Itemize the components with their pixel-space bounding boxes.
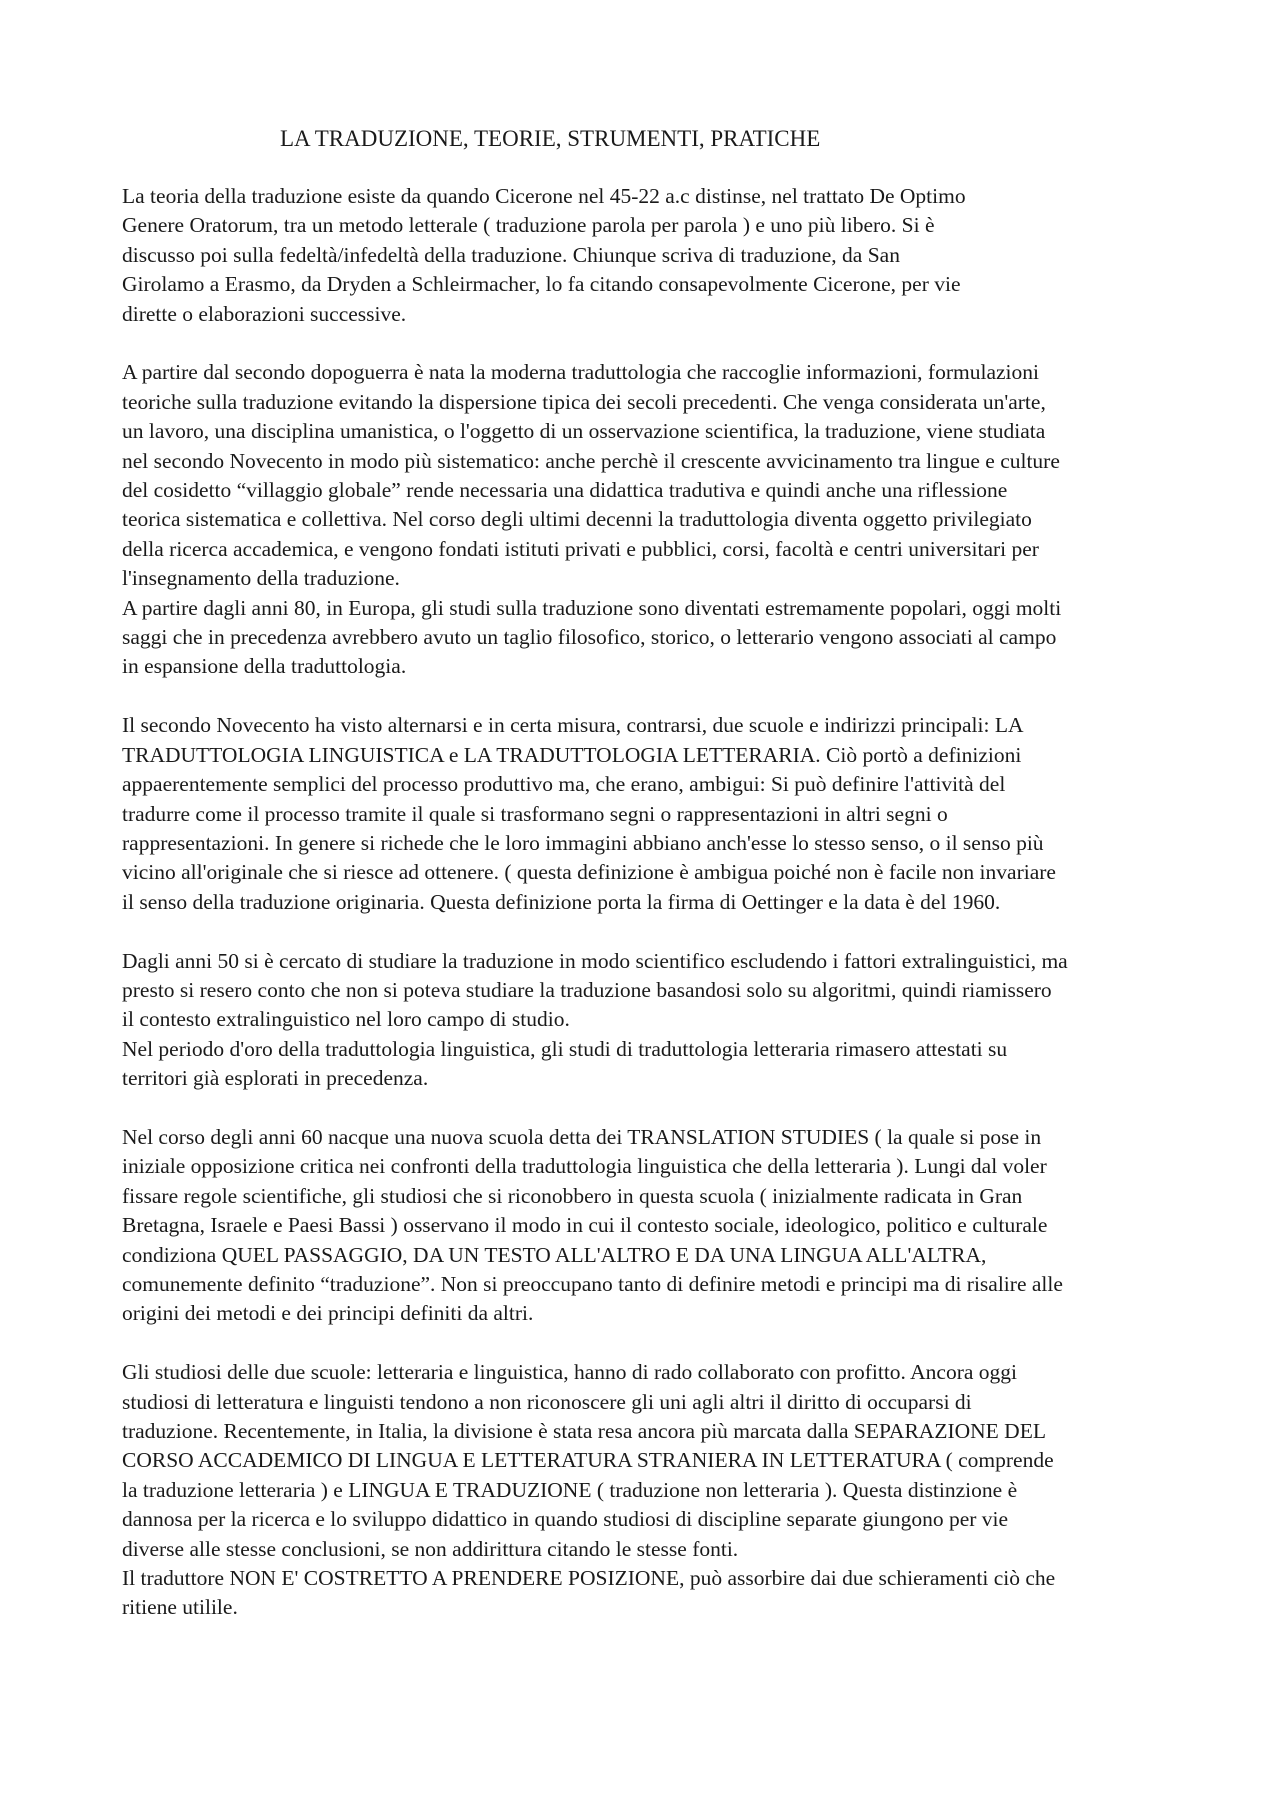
text-line: l'insegnamento della traduzione. [122,566,400,591]
text-line: dirette o elaborazioni successive. [122,301,407,326]
text-line: in espansione della traduttologia. [122,654,407,679]
text-line: Bretagna, Israele e Paesi Bassi ) osservano il modo in cui il contesto sociale, ideologico, politico e culturale [122,1213,1048,1238]
text-line: rappresentazioni. In genere si richede che le loro immagini abbiano anch'esse lo stesso senso, o il senso più [122,830,1044,855]
text-line: il senso della traduzione originaria. Questa definizione porta la firma di Oettinger e la data è del 1960. [122,889,1001,914]
paragraph-4 [122,947,1260,1094]
text-line: TRADUTTOLOGIA LINGUISTICA e LA TRADUTTOLOGIA LETTERARIA. Ciò portò a definizioni [122,742,1022,767]
text-line: comunemente definito “traduzione”. Non si preoccupano tanto di definire metodi e principi ma di risalire alle [122,1271,1063,1296]
text-line: A partire dal secondo dopoguerra è nata la moderna traduttologia che raccoglie informazioni, formulazioni [122,360,1039,385]
text-line: condiziona QUEL PASSAGGIO, DA UN TESTO ALL'ALTRO E DA UNA LINGUA ALL'ALTRA, [122,1242,987,1267]
text-line: presto si resero conto che non si poteva studiare la traduzione basandosi solo su algoritmi, quindi riamissero [122,977,1052,1002]
paragraph-1 [122,182,1260,329]
text-line: territori già esplorati in precedenza. [122,1066,429,1091]
text-line: nel secondo Novecento in modo più sistematico: anche perchè il crescente avvicinamento tra lingue e culture [122,448,1060,473]
text-line: della ricerca accademica, e vengono fondati istituti privati e pubblici, corsi, facoltà e centri universitari per [122,536,1039,561]
document-title: LA TRADUZIONE, TEORIE, STRUMENTI, PRATICHE [280,126,821,151]
paragraph-gap [122,1094,1260,1123]
text-line: CORSO ACCADEMICO DI LINGUA E LETTERATURA STRANIERA IN LETTERATURA ( comprende [122,1448,1054,1473]
text-line: iniziale opposizione critica nei confronti della traduttologia linguistica che della letteraria ). Lungi dal voler [122,1154,1047,1179]
text-line: Genere Oratorum, tra un metodo letterale ( traduzione parola per parola ) e uno più libero. Si è [122,213,935,238]
text-line: origini dei metodi e dei principi definiti da altri. [122,1301,534,1326]
text-line: traduzione. Recentemente, in Italia, la divisione è stata resa ancora più marcata dalla SEPARAZIONE DEL [122,1418,1046,1443]
text-line: Gli studiosi delle due scuole: letteraria e linguistica, hanno di rado collaborato con profitto. Ancora oggi [122,1360,1017,1385]
text-line: appaerentemente semplici del processo produttivo ma, che erano, ambigui: Si può definire l'attività del [122,772,1006,797]
text-line: il contesto extralinguistico nel loro campo di studio. [122,1007,570,1032]
text-line: vicino all'originale che si riesce ad ottenere. ( questa definizione è ambigua poiché non è facile non invariare [122,860,1056,885]
text-line: la traduzione letteraria ) e LINGUA E TRADUZIONE ( traduzione non letteraria ). Questa distinzione è [122,1477,1018,1502]
text-line: tradurre come il processo tramite il quale si trasformano segni o rappresentazioni in altri segni o [122,801,948,826]
text-line: A partire dagli anni 80, in Europa, gli studi sulla traduzione sono diventati estremamente popolari, oggi molti [122,595,1062,620]
text-line: dannosa per la ricerca e lo sviluppo didattico in quando studiosi di discipline separate giungono per vie [122,1507,1009,1532]
text-line: Nel corso degli anni 60 nacque una nuova scuola detta dei TRANSLATION STUDIES ( la quale si pose in [122,1124,1042,1149]
document-body [122,182,1260,1623]
text-line: un lavoro, una disciplina umanistica, o l'oggetto di un osservazione scientifica, la traduzione, viene studiata [122,419,1046,444]
text-line: Nel periodo d'oro della traduttologia linguistica, gli studi di traduttologia letteraria rimasero attestati su [122,1036,1008,1061]
text-line: saggi che in precedenza avrebbero avuto un taglio filosofico, storico, o letterario vengono associati al campo [122,625,1057,650]
paragraph-5 [122,1123,1260,1329]
text-line: ritiene utilile. [122,1595,238,1620]
text-line: studiosi di letteratura e linguisti tendono a non riconoscere gli uni agli altri il diritto di occuparsi di [122,1389,972,1414]
paragraph-gap [122,1329,1260,1358]
text-line: discusso poi sulla fedeltà/infedeltà della traduzione. Chiunque scriva di traduzione, da San [122,242,900,267]
text-line: teoriche sulla traduzione evitando la dispersione tipica dei secoli precedenti. Che venga considerata un'arte, [122,389,1046,414]
paragraph-6 [122,1358,1260,1623]
text-line: Girolamo a Erasmo, da Dryden a Schleirmacher, lo fa citando consapevolmente Cicerone, per vie [122,272,961,297]
text-line: teorica sistematica e collettiva. Nel corso degli ultimi decenni la traduttologia diventa oggetto privilegiato [122,507,1032,532]
paragraph-2 [122,358,1260,681]
text-line: Il secondo Novecento ha visto alternarsi e in certa misura, contrarsi, due scuole e indirizzi principali: LA [122,713,1024,738]
paragraph-3 [122,711,1260,917]
paragraph-gap [122,682,1260,711]
paragraph-gap [122,329,1260,358]
text-line: del cosidetto “villaggio globale” rende necessaria una didattica tradutiva e quindi anche una riflessione [122,478,1008,503]
text-line: fissare regole scientifiche, gli studiosi che si riconobbero in questa scuola ( inizialmente radicata in Gran [122,1183,1023,1208]
text-line: La teoria della traduzione esiste da quando Cicerone nel 45-22 a.c distinse, nel trattato De Optimo [122,184,966,208]
text-line: diverse alle stesse conclusioni, se non addirittura citando le stesse fonti. [122,1536,739,1561]
text-line: Dagli anni 50 si è cercato di studiare la traduzione in modo scientifico escludendo i fattori extralinguistici, ma [122,948,1068,973]
text-line: Il traduttore NON E' COSTRETTO A PRENDERE POSIZIONE, può assorbire dai due schieramenti ciò che [122,1566,1056,1591]
paragraph-gap [122,917,1260,946]
